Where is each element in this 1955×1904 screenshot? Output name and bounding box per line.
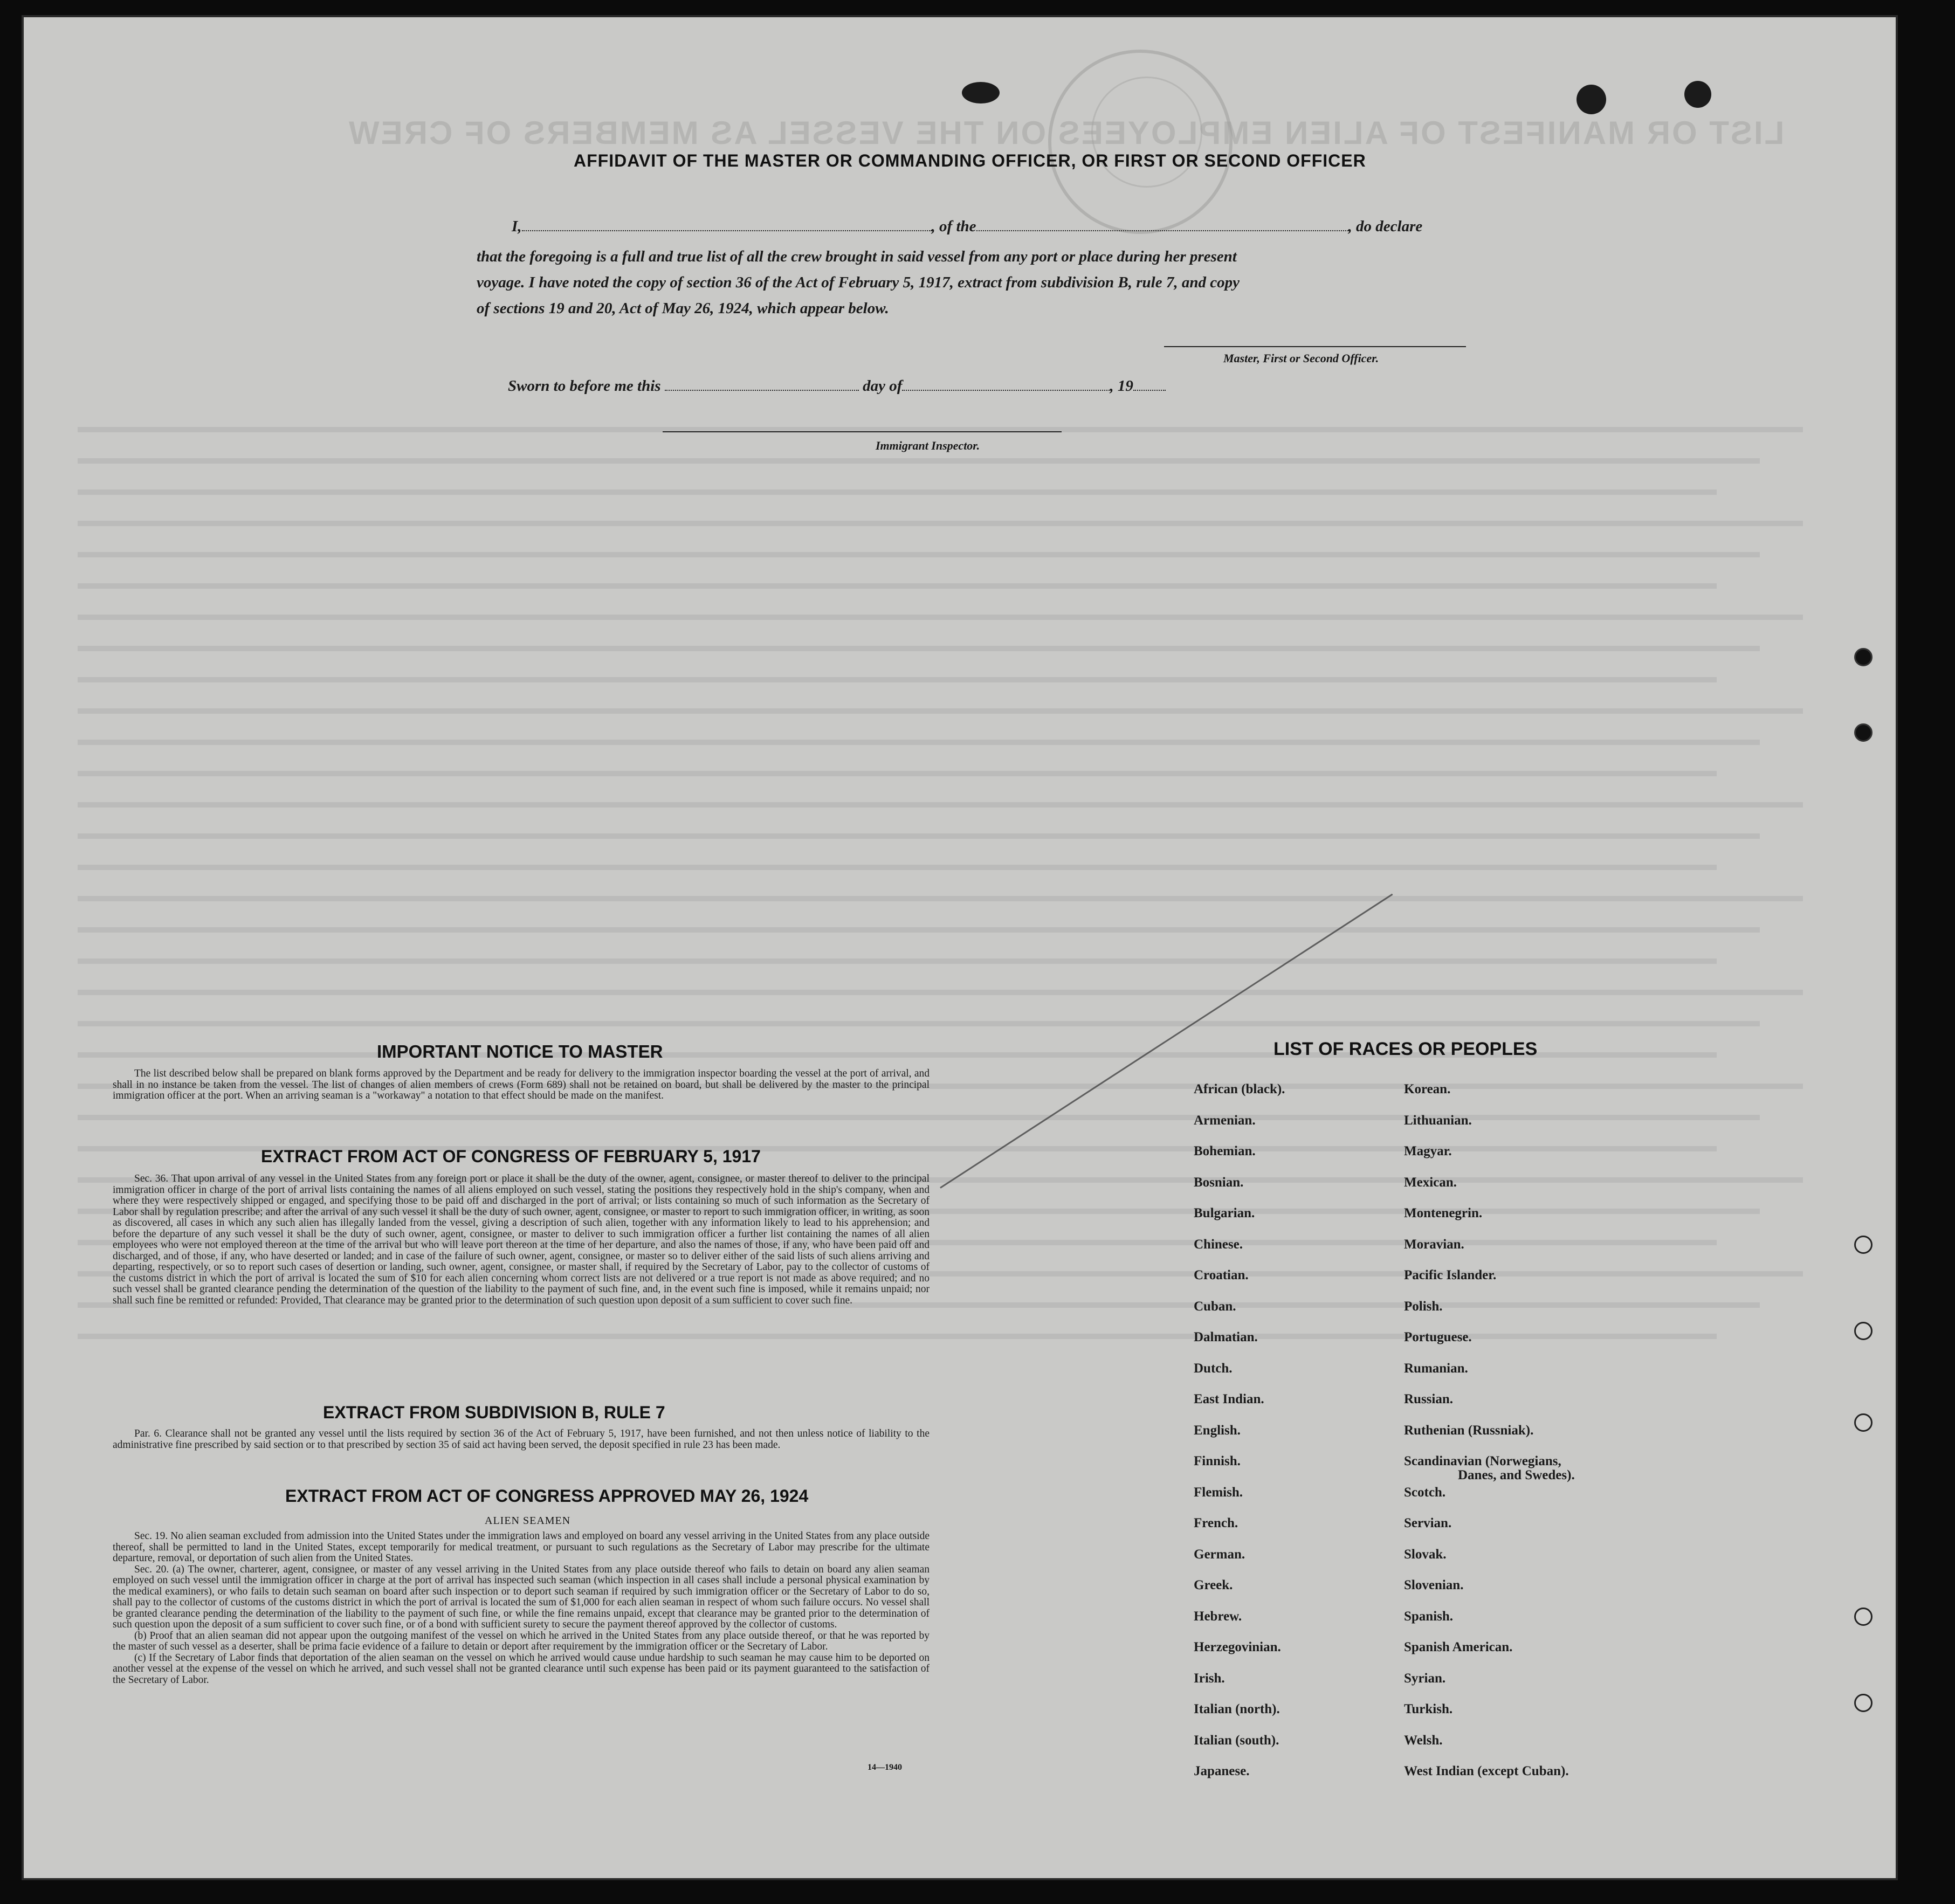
bleed-through-row bbox=[78, 771, 1717, 776]
race-item: Dalmatian. bbox=[1194, 1330, 1258, 1344]
race-item: Italian (south). bbox=[1194, 1733, 1279, 1748]
race-item: Welsh. bbox=[1404, 1733, 1443, 1748]
bleed-through-row bbox=[78, 990, 1803, 995]
bleed-through-row bbox=[78, 865, 1717, 870]
name-field[interactable] bbox=[522, 230, 932, 231]
bleed-through-row bbox=[78, 708, 1803, 714]
ink-blot bbox=[962, 82, 1000, 104]
races-title: LIST OF RACES OR PEOPLES bbox=[1273, 1039, 1538, 1059]
race-item: Chinese. bbox=[1194, 1237, 1243, 1252]
race-item: Japanese. bbox=[1194, 1764, 1250, 1778]
sworn-day-field[interactable] bbox=[665, 390, 859, 391]
race-item: Polish. bbox=[1404, 1299, 1443, 1314]
sec-20b: (b) Proof that an alien seaman did not appear upon the outgoing manifest of the vessel on which he arrived in the United States from any place outside thereof, or that he was reported by the master of such vessel as a deserter, shall be prima facie evidence of a failure to detain or deport after requirement by the immigration officer or the Secretary of Labor. bbox=[113, 1630, 930, 1652]
race-item: Irish. bbox=[1194, 1671, 1225, 1686]
race-item: Portuguese. bbox=[1404, 1330, 1472, 1344]
bleed-through-title: LIST OR MANIFEST OF ALIEN EMPLOYEES ON THE VESSEL AS MEMBERS OF CREW bbox=[347, 115, 1785, 151]
extract-rule7-title: EXTRACT FROM SUBDIVISION B, RULE 7 bbox=[323, 1403, 665, 1422]
race-item: West Indian (except Cuban). bbox=[1404, 1764, 1569, 1778]
race-item: Syrian. bbox=[1404, 1671, 1446, 1686]
bleed-through-row bbox=[78, 802, 1803, 808]
form-number: 14—1940 bbox=[868, 1763, 902, 1772]
race-item: Bohemian. bbox=[1194, 1144, 1256, 1158]
bleed-through-row bbox=[78, 896, 1803, 901]
bleed-through-row bbox=[78, 833, 1760, 839]
bleed-through-row bbox=[78, 489, 1717, 495]
postmark-stamp-inner bbox=[1091, 77, 1202, 188]
race-item: Finnish. bbox=[1194, 1454, 1241, 1468]
race-item: Mexican. bbox=[1404, 1175, 1457, 1190]
affidavit-text-line-1: that the foregoing is a full and true list of all the crew brought in said vessel from any port or place during her present bbox=[477, 248, 1237, 265]
race-item: Bulgarian. bbox=[1194, 1206, 1255, 1220]
race-item: Spanish. bbox=[1404, 1609, 1454, 1624]
inspector-signature-line[interactable] bbox=[663, 431, 1062, 432]
manifest-page bbox=[22, 15, 1898, 1880]
binding-hole bbox=[1854, 648, 1873, 666]
race-item: Armenian. bbox=[1194, 1113, 1256, 1128]
race-item: English. bbox=[1194, 1423, 1241, 1438]
binding-hole bbox=[1854, 1322, 1873, 1340]
ink-blot bbox=[1577, 85, 1606, 114]
race-item: Russian. bbox=[1404, 1392, 1454, 1406]
race-item: Hebrew. bbox=[1194, 1609, 1242, 1624]
bleed-through-row bbox=[78, 1115, 1760, 1120]
sec-20a: Sec. 20. (a) The owner, charterer, agent, consignee, or master of any vessel arriving in the United States from any place outside thereof who fails to detain on board any alien seaman employed on such vessel until the immigration officer in charge at the port of arrival has inspected such seaman (which inspection in all cases shall include a personal physical examination by the medical examiners), or who fails to detain such seaman on board after such inspection or to deport such seaman if required by such immigration officer or the Secretary of Labor to do so, shall pay to the collector of customs of the customs district in which the port of arrival is located the sum of $1,000 for each alien seaman in respect of whom such failure occurs. No vessel shall be granted clearance pending the determination of the liability to the payment of such fine, or while the fine remains unpaid, except that clearance may be granted prior to the determination of such question upon the deposit of a sum sufficient to cover such fine, or of a bond with sufficient surety to secure the payment thereof approved by the collector of customs. bbox=[113, 1563, 930, 1630]
vessel-field[interactable] bbox=[976, 230, 1348, 231]
race-item: African (black). bbox=[1194, 1082, 1285, 1096]
do-declare-label: , do declare bbox=[1348, 218, 1423, 235]
race-item: Slovenian. bbox=[1404, 1578, 1464, 1592]
race-item: Korean. bbox=[1404, 1082, 1451, 1096]
race-item: Italian (north). bbox=[1194, 1702, 1280, 1716]
extract-rule7-text: Par. 6. Clearance shall not be granted any vessel until the lists required by section 36 of the Act of February 5, 1917, have been furnished, and not then unless notice of liability to the administrative fine prescribed by said section or to that prescribed by section 35 of said act having been served, the deposit specified in rule 23 has been made. bbox=[113, 1428, 930, 1451]
alien-seamen-subtitle: ALIEN SEAMEN bbox=[485, 1515, 571, 1527]
sworn-month-field[interactable] bbox=[902, 390, 1110, 391]
binding-hole bbox=[1854, 1413, 1873, 1432]
race-item: Bosnian. bbox=[1194, 1175, 1244, 1190]
bleed-through-row bbox=[78, 583, 1717, 589]
notice-title: IMPORTANT NOTICE TO MASTER bbox=[377, 1041, 663, 1061]
bleed-through-row bbox=[78, 740, 1760, 745]
year-label: , 19 bbox=[1110, 377, 1133, 395]
race-item: Moravian. bbox=[1404, 1237, 1464, 1252]
ink-blot bbox=[1684, 81, 1711, 108]
sec-20c: (c) If the Secretary of Labor finds that deportation of the alien seaman on the vessel on which he arrived would cause undue hardship to such seaman he may cause him to be deported on another vessel at the expense of the vessel on which he arrived, and such vessel shall not be granted clearance until such expense has been paid or its payment guaranteed to the satisfaction of the Secretary of Labor. bbox=[113, 1652, 930, 1686]
race-item: Montenegrin. bbox=[1404, 1206, 1483, 1220]
race-item: Lithuanian. bbox=[1404, 1113, 1472, 1128]
race-item: Ruthenian (Russniak). bbox=[1404, 1423, 1534, 1438]
race-item: Croatian. bbox=[1194, 1268, 1249, 1282]
race-item: Scotch. bbox=[1404, 1485, 1446, 1500]
of-the-label: , of the bbox=[931, 218, 976, 235]
race-item: Slovak. bbox=[1404, 1547, 1447, 1562]
race-item: Danes, and Swedes). bbox=[1458, 1468, 1575, 1482]
race-item: French. bbox=[1194, 1516, 1238, 1530]
race-item: Pacific Islander. bbox=[1404, 1268, 1497, 1282]
master-signature-label: Master, First or Second Officer. bbox=[1223, 351, 1379, 365]
binding-hole bbox=[1854, 1694, 1873, 1712]
sworn-label: Sworn to before me this bbox=[508, 377, 661, 395]
notice-text: The list described below shall be prepared on blank forms approved by the Department and be ready for delivery to the immigration inspector boarding the vessel at the port of arrival, and shall in no instance be taken from the vessel. The list of changes of alien members of crews (Form 689) shall not be retained on board, but shall be delivered by the master to the principal immigration officer at the port. When an arriving seaman is a "workaway" a notation to that effect should be made on the manifest. bbox=[113, 1068, 930, 1101]
sworn-year-field[interactable] bbox=[1133, 390, 1166, 391]
binding-hole bbox=[1854, 723, 1873, 742]
race-item: Scandinavian (Norwegians, bbox=[1404, 1454, 1561, 1468]
extract-1917-text: Sec. 36. That upon arrival of any vessel in the United States from any foreign port or place it shall be the duty of the owner, agent, consignee, or master thereof to deliver to the principal immigration officer in charge of the port of arrival lists containing the names of all aliens employed on such vessel, stating the positions they respectively hold in the ship's company, when and where they were respectively shipped or engaged, and specifying those to be paid off and discharged in the port of arrival; or lists containing so much of such information as the Secretary of Labor shall by regulation prescribe; and after the arrival of any such vessel it shall be the duty of such owner, agent, consignee, or master to report to such immigration officer, in writing, as soon as discovered, all cases in which any such alien has illegally landed from the vessel, giving a description of such alien, together with any information likely to lead to his apprehension; and before the departure of any such vessel it shall be the duty of such owner, agent, consignee, or master to deliver to such immigration officer a further list containing the names of all alien employees who were not employed thereon at the time of the arrival but who will leave port thereon at the time of her departure, and also the names of those, if any, who have been paid off and discharged, and of those, if any, who have deserted or landed; and in case of the failure of such owner, agent, consignee, or master so to deliver either of the said lists of such aliens arriving and departing, respectively, or so to report such cases of desertion or landing, such owner, agent, consignee, or master shall, if required by the Secretary of Labor, pay to the collector of customs of the customs district in which the port of arrival is located the sum of $10 for each alien concerning whom correct lists are not delivered or a true report is not made as above required; and no such vessel shall be granted clearance pending the determination of the question of the liability to the payment of such fine, and, in the event such fine is imposed, while it remains unpaid; nor shall such fine be remitted or refunded: Provided, That clearance may be granted prior to the determination of such question upon deposit of a sum sufficient to cover such fine. bbox=[113, 1173, 930, 1306]
bleed-through-row bbox=[78, 1021, 1760, 1026]
extract-1924-text bbox=[113, 1531, 930, 1686]
race-item: Herzegovinian. bbox=[1194, 1640, 1281, 1654]
extract-1917-title: EXTRACT FROM ACT OF CONGRESS OF FEBRUARY 5, 1917 bbox=[261, 1147, 761, 1166]
race-item: East Indian. bbox=[1194, 1392, 1264, 1406]
bleed-through-row bbox=[78, 521, 1803, 526]
race-item: Rumanian. bbox=[1404, 1361, 1468, 1376]
bleed-through-row bbox=[78, 552, 1760, 557]
race-item: Greek. bbox=[1194, 1578, 1233, 1592]
bleed-through-row bbox=[78, 458, 1760, 464]
sec-19: Sec. 19. No alien seaman excluded from admission into the United States under the immigration laws and employed on board any vessel arriving in the United States from any place outside thereof, shall be permitted to land in the United States, except temporarily for medical treatment, or pursuant to such regulations as the Secretary of Labor may prescribe for the ultimate departure, removal, or deportation of such alien from the United States. bbox=[113, 1530, 930, 1564]
binding-hole bbox=[1854, 1236, 1873, 1254]
bleed-through-row bbox=[78, 927, 1760, 933]
affidavit-text-line-3: of sections 19 and 20, Act of May 26, 1924, which appear below. bbox=[477, 300, 889, 317]
bleed-through-row bbox=[78, 677, 1717, 682]
day-of-label: day of bbox=[863, 377, 903, 395]
race-item: Turkish. bbox=[1404, 1702, 1453, 1716]
extract-1924-title: EXTRACT FROM ACT OF CONGRESS APPROVED MAY 26, 1924 bbox=[285, 1486, 809, 1506]
affidavit-title: AFFIDAVIT OF THE MASTER OR COMMANDING OFFICER, OR FIRST OR SECOND OFFICER bbox=[574, 151, 1366, 170]
bleed-through-row bbox=[78, 615, 1803, 620]
race-item: Dutch. bbox=[1194, 1361, 1233, 1376]
race-item: Cuban. bbox=[1194, 1299, 1236, 1314]
race-item: Magyar. bbox=[1404, 1144, 1452, 1158]
affidavit-text-line-2: voyage. I have noted the copy of section 36 of the Act of February 5, 1917, extract from subdivision B, rule 7, and copy bbox=[477, 274, 1240, 291]
race-item: Servian. bbox=[1404, 1516, 1452, 1530]
sworn-line bbox=[508, 377, 1166, 395]
master-signature-line[interactable] bbox=[1164, 346, 1466, 347]
affidavit-declaration-line bbox=[512, 218, 1422, 236]
i-label: I, bbox=[512, 218, 522, 235]
bleed-through-row bbox=[78, 646, 1760, 651]
race-item: Spanish American. bbox=[1404, 1640, 1513, 1654]
binding-hole bbox=[1854, 1608, 1873, 1626]
inspector-signature-label: Immigrant Inspector. bbox=[876, 439, 980, 452]
race-item: Flemish. bbox=[1194, 1485, 1243, 1500]
race-item: German. bbox=[1194, 1547, 1245, 1562]
bleed-through-row bbox=[78, 958, 1717, 964]
